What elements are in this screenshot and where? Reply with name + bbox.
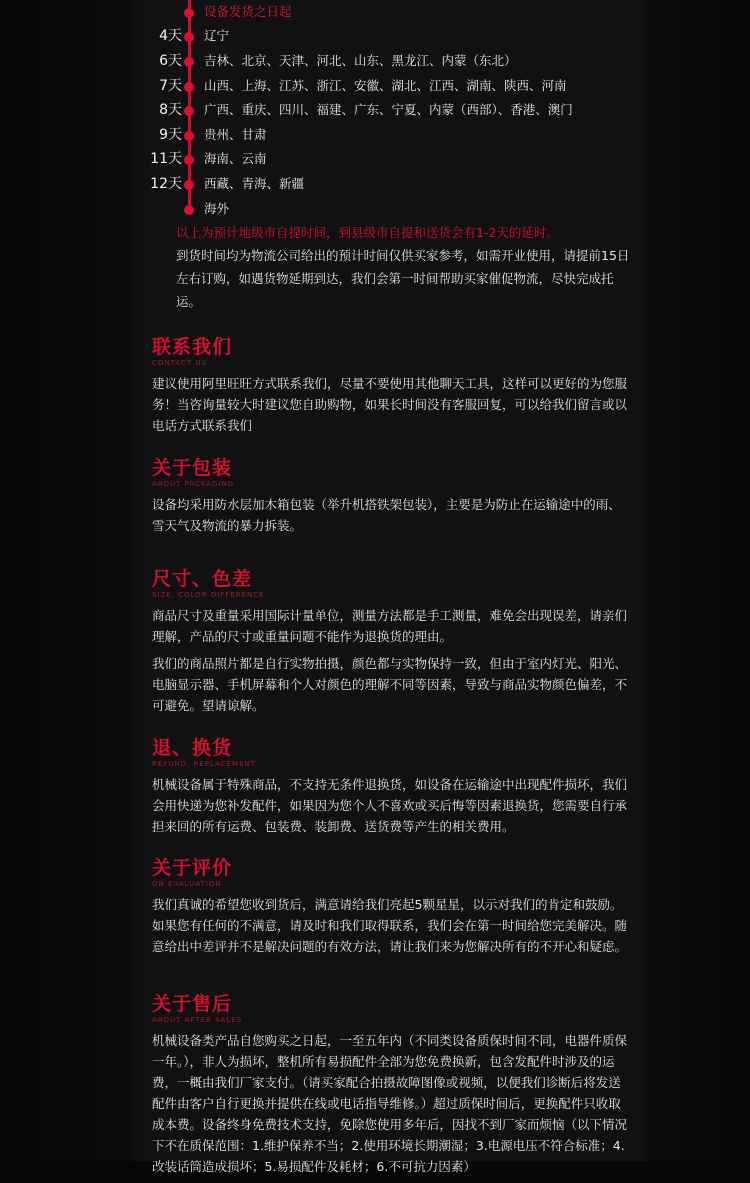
section-paragraph: 建议使用阿里旺旺方式联系我们，尽量不要使用其他聊天工具，这样可以更好的为您服务！当咨询量较大时建议您自助购物，如果长时间没有客服回复，可以给我们留言或以电话方式联系我们 (152, 376, 628, 433)
section-body (152, 605, 632, 716)
section-title: 关于包装 (152, 457, 233, 479)
section-paragraph: 机械设备属于特殊商品，不支持无条件退换货，如设备在运输途中出现配件损坏，我们会用快递为您补发配件，如果因为您个人不喜欢或买后悔等因素退换货，您需要自行承担来回的所有运费、包装费、装卸费、送货费等产生的相关费用。 (152, 777, 628, 834)
timeline-regions: 海南、云南 (204, 151, 267, 166)
section-subtitle: ON EVALUATION (152, 880, 222, 888)
timeline-header: 设备发货之日起 (204, 4, 292, 19)
section-refund (152, 737, 632, 843)
section-paragraph: 设备均采用防水层加木箱包装（举升机搭铁架包装），主要是为防止在运输途中的雨、雪天气及物流的暴力拆装。 (152, 497, 621, 533)
timeline-regions: 广西、重庆、四川、福建、广东、宁夏、内蒙（西部）、香港、澳门 (204, 102, 573, 117)
timeline-regions: 山西、上海、江苏、浙江、安徽、湖北、江西、湖南、陕西、河南 (204, 78, 567, 93)
section-title: 退、换货 (152, 737, 233, 759)
timeline-day: 7天 (159, 78, 182, 94)
delivery-note: 到货时间均为物流公司给出的预计时间仅供买家参考，如需开业使用，请提前15日左右订购，如遇货物延期到达，我们会第一时间帮助买家催促物流，尽快完成托运。 (176, 248, 630, 309)
timeline-day: 4天 (159, 28, 182, 44)
section-subtitle: SIZE, COLOR DIFFERENCE (152, 591, 265, 599)
section-paragraph: 我们真诚的希望您收到货后，满意请给我们亮起5颗星星，以示对我们的肯定和鼓励。如果您有任何的不满意，请及时和我们取得联系，我们会在第一时间给您完美解决。随意给出中差评并不是解决问题的有效方法，请让我们来为您解决所有的不开心和疑虑。 (152, 897, 628, 954)
timeline-row (0, 123, 750, 147)
timeline-regions: 海外 (204, 201, 230, 216)
section-title: 关于评价 (152, 857, 233, 879)
section-subtitle: ABOUT AFTER SALES (152, 1016, 243, 1024)
section-paragraph: 商品尺寸及重量采用国际计量单位，测量方法都是手工测量，难免会出现误差，请亲们理解，产品的尺寸或重量问题不能作为退换货的理由。 (152, 608, 628, 644)
section-paragraph: 我们的商品照片都是自行实物拍摄，颜色都与实物保持一致，但由于室内灯光、阳光、电脑显示器、手机屏幕和个人对颜色的理解不同等因素，导致与商品实物颜色偏差，不可避免。望请谅解。 (152, 656, 628, 713)
section-subtitle: ABOUT PACKAGING (152, 480, 235, 488)
timeline-dot (184, 155, 194, 165)
timeline-regions: 贵州、甘肃 (204, 127, 267, 142)
timeline-row (0, 172, 750, 196)
timeline-row (0, 197, 750, 221)
section-contact (152, 336, 632, 442)
section-subtitle: REFUND, REPLACEMENT (152, 760, 257, 768)
timeline-header-row (0, 0, 750, 24)
timeline-day: 6天 (159, 53, 182, 69)
section-paragraph: 机械设备类产品自您购买之日起，一至五年内（不同类设备质保时间不同，电器件质保一年。），非人为损坏，整机所有易损配件全部为您免费换新，包含发配件时涉及的运费，一概由我们厂家支付。（请买家配合拍摄故障图像或视频，以便我们诊断后将发送配件由客户自行更换并提供在线或电话指导维修。）超过质保时间后，更换配件只收取成本费。设备终身免费技术支持，免除您使用多年后，因找不到厂家而烦恼（以下情况下不在质保范围：1.维护保养不当；2.使用环境长期潮湿；3.电源电压不符合标准；4.改装话筒造成损坏；5.易损配件及耗材；6.不可抗力因素） (152, 1033, 628, 1174)
timeline-regions: 辽宁 (204, 28, 230, 43)
timeline-dot (184, 106, 194, 116)
timeline-dot (184, 57, 194, 67)
section-size-color (152, 568, 632, 722)
timeline-dot (184, 8, 194, 18)
timeline-day: 8天 (159, 102, 182, 118)
section-after-sales (152, 993, 632, 1183)
section-packaging (152, 457, 632, 542)
timeline-day: 11天 (150, 151, 182, 167)
timeline-row (0, 74, 750, 98)
section-body (152, 774, 632, 837)
timeline-dot (184, 82, 194, 92)
timeline-day: 9天 (159, 127, 182, 143)
section-subtitle: CONTACT US (152, 359, 207, 367)
section-title: 联系我们 (152, 336, 233, 358)
timeline-row (0, 98, 750, 122)
section-body (152, 373, 632, 436)
timeline-regions: 西藏、青海、新疆 (204, 176, 305, 191)
delivery-note-red: 以上为预计地级市自提时间，到县级市自提和送货会有1-2天的延时。 (176, 225, 559, 240)
timeline-dot (184, 131, 194, 141)
section-title: 关于售后 (152, 993, 233, 1015)
timeline-dot (184, 32, 194, 42)
section-body (152, 1030, 632, 1177)
timeline-row (0, 147, 750, 171)
timeline-dot (184, 180, 194, 190)
timeline-dot (184, 205, 194, 215)
section-body (152, 494, 632, 536)
section-body (152, 894, 632, 957)
timeline-regions: 吉林、北京、天津、河北、山东、黑龙江、内蒙（东北） (204, 53, 517, 68)
timeline-day: 12天 (150, 176, 182, 192)
timeline-row (0, 49, 750, 73)
section-evaluation (152, 857, 632, 963)
section-title: 尺寸、色差 (152, 568, 253, 590)
timeline-row (0, 24, 750, 48)
